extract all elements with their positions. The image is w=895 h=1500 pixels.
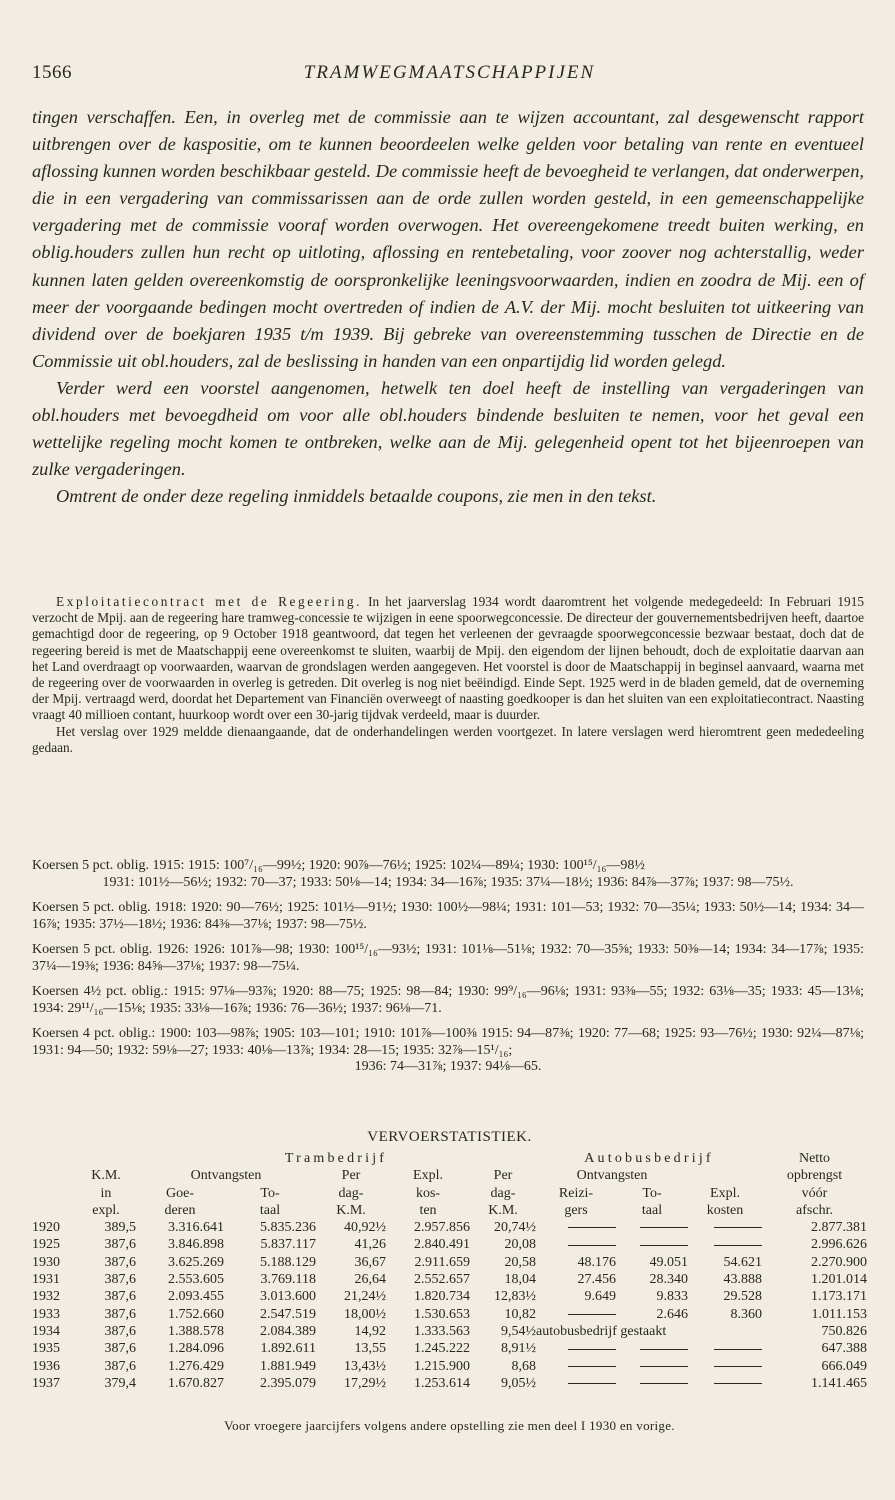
cell-auto-totaal: 28.340 — [649, 1272, 688, 1288]
table-row — [32, 1254, 867, 1271]
cell-perdag2: 20,74½ — [494, 1220, 536, 1236]
cell-totaal: 5.837.117 — [260, 1237, 316, 1253]
cell-perdag2: 10,82 — [504, 1306, 536, 1322]
table-row — [32, 1288, 867, 1305]
dash-placeholder — [640, 1245, 688, 1246]
cell-explkosten: 1.245.222 — [414, 1341, 470, 1357]
cell-totaal: 2.084.389 — [260, 1323, 316, 1339]
cell-explkosten: 1.530.653 — [414, 1306, 470, 1322]
exploitatie-text: In het jaarverslag 1934 wordt daaromtrent het volgende medegedeeld: In Februari 1915 verzocht de Mpij. aan de regeering hare tramweg-concessie te wijzigen in eene spoorwegconcessie. De directeur der gouvernementsbedrijven heeft, daartoe gemachtigd door de regeering, op 9 October 1918 geantwoord, dat tegen het verleenen der gevraagde spoorwegconcessie bezwaar bestaat, doch dat de regeering bereid is met de Maatschappij eene overeenkomst te sluiten, waarbij de Mpij. den eigendom der lijnen behoudt, doch de exploitatie daarvan aan het Land overdraagt op voorwaarden, waarvan de grondslagen werden aangegeven. Het voorstel is door de Maatschappij in beginsel aanvaard, waarna met de regeering over de voorwaarden in overleg is getreden. Dit overleg is nog niet beëindigd. Einde Sept. 1925 werd in de bladen gemeld, dat de overneming der Mpij. vertraagd werd, doordat het Departement van Financiën overweegt of naasting goedkooper is dan het sluiten van een exploitatiecontract. Naasting vraagt 40 millioen contant, huurkoop wordt over een 30-jarig tijdvak verdeeld, maar is duurder. — [32, 594, 864, 723]
cell-km: 389,5 — [104, 1220, 136, 1236]
cell-auto-note: autobusbedrijf gestaakt — [536, 1323, 667, 1339]
cell-goederen: 1.670.827 — [168, 1375, 224, 1391]
cell-perdag: 40,92½ — [344, 1220, 386, 1236]
cell-km: 387,6 — [104, 1272, 136, 1288]
table-row — [32, 1340, 867, 1357]
dash-placeholder — [714, 1383, 762, 1384]
group-header-netto: Netto — [798, 1151, 831, 1166]
cell-year: 1937 — [32, 1375, 60, 1391]
table-row — [32, 1236, 867, 1253]
cell-km: 379,4 — [104, 1375, 136, 1391]
col-header-goederen: deren — [164, 1202, 196, 1218]
cell-year: 1934 — [32, 1323, 60, 1339]
statistics-title: VERVOERSTATISTIEK. — [367, 1129, 532, 1145]
cell-auto-expl: 8.360 — [730, 1306, 763, 1322]
cell-auto-totaal — [616, 1236, 688, 1253]
col-header-netto: opbrengst — [786, 1168, 843, 1184]
exploitatie-section — [32, 594, 864, 756]
dash-placeholder — [568, 1314, 616, 1315]
statistics-table — [32, 1150, 867, 1392]
exploitatie-paragraph — [32, 594, 864, 724]
col-header-perdag: Per — [341, 1168, 361, 1184]
koersen-entry — [32, 942, 864, 975]
dash-placeholder — [568, 1366, 616, 1367]
cell-auto-expl — [688, 1340, 762, 1357]
italic-section — [32, 104, 864, 510]
koersen-line: Koersen 5 pct. oblig. 1915: 1915: 100⁷/₁₆—99½; 1920: 90⅞—76½; 1925: 102¼—89¼; 1930: 100¹⁵/₁₆—98½ — [32, 858, 645, 873]
footnote: Voor vroegere jaarcijfers volgens andere opstelling zie men deel I 1930 en vorige. — [224, 1418, 675, 1433]
col-header-explkosten: Expl. — [413, 1168, 443, 1184]
cell-auto-totaal — [616, 1340, 688, 1357]
koersen-line: Koersen 4 pct. oblig.: 1900: 103—98⅞; 1905: 103—101; 1910: 101⅞—100⅜ 1915: 94—87⅜; 1920: 77—68; 1925: 93—76½; 1930: 92¼—87⅛; 1931: 94—50; 1932: 59⅛—27; 1933: 40⅛—13⅞; 1934: 28—15; 1935: 32⅞—15¹/₁₆; — [32, 1026, 864, 1058]
dash-placeholder — [714, 1227, 762, 1228]
dash-placeholder — [568, 1383, 616, 1384]
col-header-totaal: To- — [260, 1185, 280, 1201]
cell-netto: 1.141.465 — [811, 1375, 868, 1391]
cell-perdag: 13,55 — [354, 1341, 386, 1357]
cell-reizigers: 27.456 — [577, 1272, 616, 1288]
col-header-auto-totaal: taal — [641, 1202, 663, 1218]
col-header-reizigers: Reizi- — [558, 1185, 594, 1201]
cell-auto-expl — [688, 1236, 762, 1253]
page-header — [32, 62, 867, 90]
cell-totaal: 2.547.519 — [260, 1306, 316, 1322]
cell-netto: 647.388 — [821, 1341, 868, 1357]
col-header-ontvangsten: Ontvangsten — [190, 1168, 262, 1184]
cell-explkosten: 2.552.657 — [414, 1272, 470, 1288]
cell-km: 387,6 — [104, 1237, 136, 1253]
cell-explkosten: 1.253.614 — [414, 1375, 470, 1391]
table-row — [32, 1306, 867, 1323]
cell-reizigers — [536, 1375, 616, 1392]
col-header-perdag: dag- — [338, 1185, 364, 1201]
cell-explkosten: 2.957.856 — [414, 1220, 470, 1236]
koersen-line: Koersen 5 pct. oblig. 1926: 1926: 101⅞—98; 1930: 100¹⁵/₁₆—93½; 1931: 101⅛—51⅛; 1932: 70—35⅝; 1933: 50⅜—14; 1934: 34—17⅞; 1935: 37¼—19⅜; 1936: 84⅝—37⅛; 1937: 98—75¼. — [32, 942, 864, 974]
table-row — [32, 1358, 867, 1375]
exploitatie-heading: Exploitatiecontract met de Regeering. — [56, 594, 363, 609]
table-row — [32, 1323, 867, 1340]
cell-perdag: 26,64 — [354, 1272, 386, 1288]
cell-perdag2: 9,05½ — [501, 1375, 536, 1391]
cell-auto-expl: 54.621 — [723, 1254, 763, 1270]
dash-placeholder — [640, 1349, 688, 1350]
koersen-entry — [32, 984, 864, 1017]
cell-perdag: 36,67 — [354, 1254, 386, 1270]
cell-perdag: 21,24½ — [344, 1289, 386, 1305]
cell-auto-expl: 43.888 — [723, 1272, 763, 1288]
cell-auto-totaal: 49.051 — [649, 1254, 688, 1270]
cell-netto: 666.049 — [821, 1358, 868, 1374]
cell-reizigers: 9.649 — [584, 1289, 616, 1305]
table-row — [32, 1375, 867, 1392]
cell-perdag2: 8,68 — [511, 1358, 536, 1374]
cell-goederen: 3.846.898 — [168, 1237, 224, 1253]
statistics-table-wrap — [32, 1150, 867, 1392]
koersen-section — [32, 858, 864, 1076]
cell-totaal: 1.881.949 — [260, 1358, 316, 1374]
cell-year: 1925 — [32, 1237, 60, 1253]
cell-netto: 2.270.900 — [811, 1254, 868, 1270]
cell-auto-totaal — [616, 1219, 688, 1236]
cell-reizigers — [536, 1306, 616, 1323]
group-header-tram: Trambedrijf — [284, 1151, 388, 1166]
table-row — [32, 1219, 867, 1236]
dash-placeholder — [568, 1227, 616, 1228]
koersen-continuation: 1931: 101½—56½; 1932: 70—37; 1933: 50⅛—14; 1934: 34—16⅞; 1935: 37¼—18½; 1936: 84⅞—37⅞; 1937: 98—75½. — [102, 874, 794, 890]
cell-explkosten: 2.840.491 — [414, 1237, 470, 1253]
cell-explkosten: 2.911.659 — [414, 1254, 470, 1270]
col-header-auto-ontvangsten: Ontvangsten — [576, 1168, 648, 1184]
col-header-km: expl. — [92, 1202, 120, 1218]
cell-year: 1920 — [32, 1220, 60, 1236]
running-head: TRAMWEGMAATSCHAPPIJEN — [303, 62, 596, 83]
cell-netto: 2.996.626 — [811, 1237, 868, 1253]
cell-auto-expl — [688, 1375, 762, 1392]
cell-km: 387,6 — [104, 1289, 136, 1305]
dash-placeholder — [568, 1349, 616, 1350]
cell-reizigers — [536, 1358, 616, 1375]
cell-explkosten: 1.820.734 — [414, 1289, 470, 1305]
cell-perdag2: 20,58 — [504, 1254, 536, 1270]
cell-reizigers — [536, 1236, 616, 1253]
cell-auto-expl: 29.528 — [723, 1289, 763, 1305]
cell-goederen: 1.388.578 — [168, 1323, 224, 1339]
cell-auto-totaal: 2.646 — [656, 1306, 688, 1322]
cell-goederen: 3.625.269 — [168, 1254, 224, 1270]
cell-perdag2: 12,83½ — [494, 1289, 536, 1305]
cell-goederen: 3.316.641 — [168, 1220, 224, 1236]
cell-goederen: 2.093.455 — [168, 1289, 224, 1305]
cell-reizigers: 48.176 — [577, 1254, 616, 1270]
cell-auto-totaal: 9.833 — [656, 1289, 688, 1305]
koersen-line: Koersen 4½ pct. oblig.: 1915: 97⅛—93⅞; 1920: 88—75; 1925: 98—84; 1930: 99⁹/₁₆—96⅛; 1931: 93⅜—55; 1932: 63⅛—35; 1933: 45—13⅛; 1934: 29¹¹/₁₆—15⅛; 1935: 33⅛—16⅞; 1936: 76—36½; 1937: 96⅛—71. — [32, 984, 864, 1016]
cell-year: 1936 — [32, 1358, 60, 1374]
col-header-auto-expl: kosten — [706, 1202, 744, 1218]
cell-totaal: 2.395.079 — [260, 1375, 316, 1391]
cell-goederen: 1.284.096 — [168, 1341, 224, 1357]
dash-placeholder — [714, 1245, 762, 1246]
cell-perdag2: 8,91½ — [501, 1341, 536, 1357]
cell-perdag2: 20,08 — [504, 1237, 536, 1253]
cell-km: 387,6 — [104, 1358, 136, 1374]
dash-placeholder — [714, 1349, 762, 1350]
cell-reizigers — [536, 1219, 616, 1236]
col-header-netto: vóór — [801, 1185, 828, 1201]
koersen-entry — [32, 858, 864, 891]
cell-netto: 750.826 — [821, 1323, 868, 1339]
col-header-perdag2: dag- — [490, 1185, 516, 1201]
koersen-continuation: 1936: 74—31⅞; 1937: 94⅛—65. — [354, 1059, 542, 1074]
cell-km: 387,6 — [104, 1254, 136, 1270]
koersen-entry — [32, 1026, 864, 1076]
cell-explkosten: 1.215.900 — [414, 1358, 470, 1374]
statistics-body — [32, 1219, 867, 1392]
col-header-km: in — [100, 1185, 112, 1201]
cell-auto-expl — [688, 1358, 762, 1375]
col-header-auto-expl: Expl. — [710, 1185, 740, 1201]
cell-totaal: 1.892.611 — [260, 1341, 316, 1357]
italic-paragraph: Omtrent de onder deze regeling inmiddels betaalde coupons, zie men in den tekst. — [56, 486, 657, 507]
col-header-perdag2: K.M. — [488, 1202, 518, 1218]
col-header-goederen: Goe- — [166, 1185, 194, 1201]
italic-paragraph: tingen verschaffen. Een, in overleg met de commissie aan te wijzen accountant, zal desgewenscht rapport uitbrengen over de kaspositie, om te kunnen beoordeelen welke gelden voor betaling van rente en eventueel aflossing kunnen worden beschikbaar gesteld. De commissie heeft de bevoegheid te verlangen, dat onderwerpen, die in een vergadering van commissarissen aan de orde zullen worden gesteld, in een gemeenschappelijke vergadering met de commissie vooraf worden overwogen. Het overeengekomene treedt buiten werking, en oblig.houders zullen hun recht op uitloting, aflossing en rentebetaling, voor zoover nog achterstallig, weder kunnen laten gelden overeenkomstig de oorspronkelijke leeningsvoorwaarden, indien en zoodra de Mij. een of meer der voorgaande bedingen mocht overtreden of indien de A.V. der Mij. mocht besluiten tot uitkeering van dividend over de boekjaren 1935 t/m 1939. Bij gebreke van overeenstemming tusschen de Directie en de Commissie uit obl.houders, zal de beslissing in handen van een onpartijdig lid worden gelegd. — [32, 107, 864, 371]
col-header-auto-totaal: To- — [642, 1185, 662, 1201]
dash-placeholder — [640, 1383, 688, 1384]
cell-perdag: 17,29½ — [344, 1375, 386, 1391]
cell-totaal: 3.769.118 — [260, 1272, 316, 1288]
col-header-km: K.M. — [91, 1168, 121, 1184]
exploitatie-paragraph-2: Het verslag over 1929 meldde dienaangaande, dat de onderhandelingen werden voortgezet. In latere verslagen werd hieromtrent geen mededeeling gedaan. — [32, 723, 864, 755]
cell-perdag: 13,43½ — [344, 1358, 386, 1374]
cell-netto: 1.201.014 — [811, 1272, 868, 1288]
cell-km: 387,6 — [104, 1306, 136, 1322]
cell-auto-expl — [688, 1219, 762, 1236]
cell-perdag: 14,92 — [354, 1323, 386, 1339]
dash-placeholder — [640, 1366, 688, 1367]
cell-netto: 1.011.153 — [811, 1306, 868, 1322]
koersen-entry — [32, 900, 864, 933]
cell-year: 1935 — [32, 1341, 60, 1357]
cell-km: 387,6 — [104, 1323, 136, 1339]
dash-placeholder — [714, 1366, 762, 1367]
cell-year: 1933 — [32, 1306, 60, 1322]
cell-netto: 1.173.171 — [811, 1289, 868, 1305]
group-header-auto: Autobusbedrijf — [584, 1151, 714, 1166]
italic-paragraph: Verder werd een voorstel aangenomen, hetwelk ten doel heeft de instelling van vergaderingen van obl.houders met bevoegdheid om voor alle obl.houders bindende besluiten te nemen, voor het geval een wettelijke regeling mocht komen te ontbreken, welke aan de Mij. gelegenheid opent tot het bijeenroepen van zulke vergaderingen. — [32, 377, 864, 480]
col-header-perdag2: Per — [493, 1168, 513, 1184]
col-header-totaal: taal — [259, 1202, 281, 1218]
cell-auto-totaal — [616, 1375, 688, 1392]
cell-year: 1930 — [32, 1254, 60, 1270]
cell-km: 387,6 — [104, 1341, 136, 1357]
cell-year: 1932 — [32, 1289, 60, 1305]
cell-totaal: 5.188.129 — [260, 1254, 316, 1270]
cell-goederen: 2.553.605 — [168, 1272, 224, 1288]
cell-reizigers — [536, 1340, 616, 1357]
cell-totaal: 5.835.236 — [260, 1220, 316, 1236]
cell-explkosten: 1.333.563 — [414, 1323, 470, 1339]
col-header-perdag: K.M. — [336, 1202, 366, 1218]
cell-perdag2: 18,04 — [504, 1272, 536, 1288]
col-header-explkosten: ten — [419, 1202, 437, 1218]
table-row — [32, 1271, 867, 1288]
cell-netto: 2.877.381 — [811, 1220, 868, 1236]
cell-perdag: 41,26 — [354, 1237, 386, 1253]
col-header-reizigers: gers — [564, 1202, 588, 1218]
cell-year: 1931 — [32, 1272, 60, 1288]
cell-auto-totaal — [616, 1358, 688, 1375]
page-number: 1566 — [32, 62, 72, 83]
col-header-netto: afschr. — [796, 1202, 833, 1218]
col-header-explkosten: kos- — [415, 1185, 441, 1201]
dash-placeholder — [640, 1227, 688, 1228]
cell-perdag2: 9,54½ — [501, 1323, 536, 1339]
cell-totaal: 3.013.600 — [260, 1289, 316, 1305]
cell-goederen: 1.276.429 — [168, 1358, 224, 1374]
koersen-line: Koersen 5 pct. oblig. 1918: 1920: 90—76½; 1925: 101½—91½; 1930: 100½—98¼; 1931: 101—53; 1932: 70—35¼; 1933: 50½—14; 1934: 34—16⅞; 1935: 37½—18½; 1936: 84⅜—37⅛; 1937: 98—75½. — [32, 900, 864, 932]
cell-perdag: 18,00½ — [344, 1306, 386, 1322]
cell-goederen: 1.752.660 — [168, 1306, 224, 1322]
dash-placeholder — [568, 1245, 616, 1246]
